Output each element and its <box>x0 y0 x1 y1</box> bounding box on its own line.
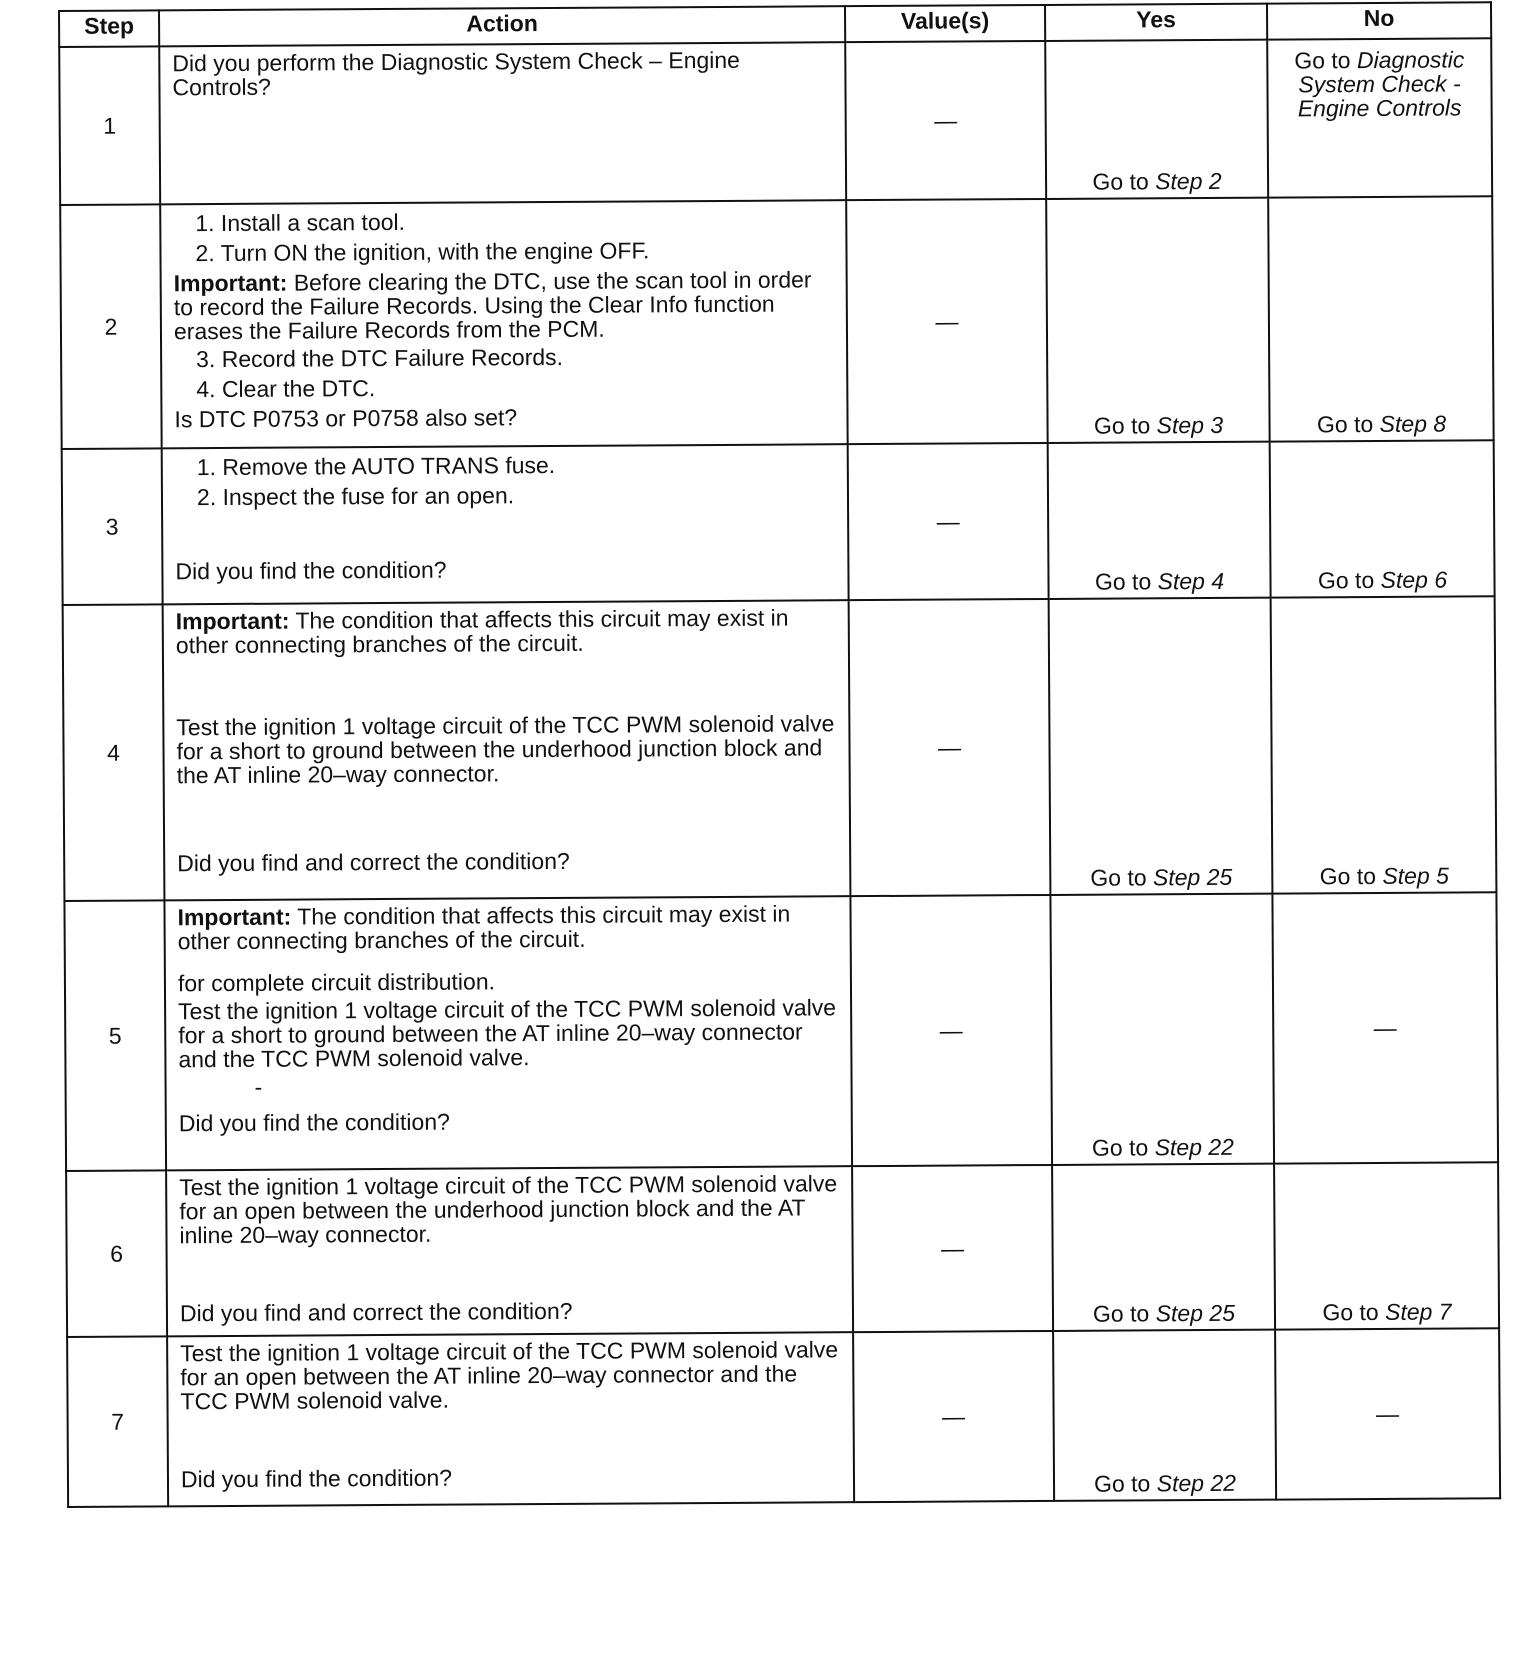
action-test-text: Test the ignition 1 voltage circuit of the TCC PWM solenoid valve for a short to ground between the AT inline 20–way connector and the TCC PWM solenoid valve. <box>178 994 837 1073</box>
header-action: Action <box>159 6 845 46</box>
action-cell <box>163 600 851 900</box>
go-to-label: Go to <box>1317 566 1375 594</box>
yes-step-link: Step 2 <box>1155 167 1222 195</box>
go-to-label: Go to <box>1090 864 1147 891</box>
action-test-text: Test the ignition 1 voltage circuit of the TCC PWM solenoid valve for an open between the AT inline 20–way connector and the TCC PWM solenoid valve. <box>180 1336 839 1415</box>
action-note-text: for complete circuit distribution. <box>177 968 496 997</box>
go-to-label: Go to <box>1092 1300 1150 1327</box>
go-to-label: Go to <box>1092 168 1149 195</box>
table-row-step-6 <box>66 1162 1499 1337</box>
action-question: Did you find the condition? <box>180 1464 453 1493</box>
important-text: Before clearing the DTC, use the scan tool in order to record the Failure Records. Using the Clear Info function erases the Failure Records from the PCM. <box>173 266 812 345</box>
table-row-step-5 <box>64 892 1498 1171</box>
step-number: 5 <box>64 900 166 1171</box>
important-text: The condition that affects this circuit may exist in other connecting branches of the circuit. <box>177 900 791 955</box>
yes-cell <box>1052 1164 1275 1331</box>
go-to-label: Go to <box>1316 410 1374 438</box>
action-cell <box>166 1166 853 1336</box>
important-label: Important: <box>173 269 288 297</box>
step-number: 2 <box>60 204 161 449</box>
yes-step-link: Step 22 <box>1156 1469 1237 1497</box>
action-cell <box>162 444 849 604</box>
value-cell: — <box>845 41 1046 200</box>
go-to-label: Go to <box>1094 568 1152 595</box>
no-cell <box>1271 596 1497 893</box>
no-target-line-2: System Check - <box>1298 70 1461 98</box>
no-cell <box>1274 1162 1499 1329</box>
value-cell: — <box>846 199 1047 444</box>
action-list-item: 1. Install a scan tool. <box>195 208 406 237</box>
action-test-text: Test the ignition 1 voltage circuit of the TCC PWM solenoid valve for an open between the underhood junction block and the AT inline 20–way connector. <box>179 1170 838 1249</box>
yes-step-link: Step 25 <box>1152 863 1233 891</box>
action-list-item: 2. Turn ON the ignition, with the engine OFF. <box>195 237 650 267</box>
action-question: Did you find and correct the condition? <box>177 847 570 877</box>
yes-cell <box>1049 598 1273 895</box>
no-step-link: Step 7 <box>1384 1298 1452 1325</box>
action-question: Did you perform the Diagnostic System Check – Engine Controls? <box>172 46 741 101</box>
step-number: 1 <box>59 46 160 205</box>
step-number: 7 <box>67 1336 168 1507</box>
yes-step-link: Step 4 <box>1157 567 1225 595</box>
yes-cell <box>1050 894 1274 1165</box>
table-row-step-7 <box>67 1328 1500 1507</box>
no-step-link: Step 8 <box>1379 410 1447 437</box>
header-no: No <box>1267 2 1491 39</box>
yes-step-link: Step 22 <box>1154 1133 1235 1161</box>
action-cell <box>159 42 846 204</box>
action-cell <box>160 200 847 448</box>
value-cell: — <box>850 895 1052 1166</box>
value-cell: — <box>848 443 1049 600</box>
no-cell: — <box>1275 1328 1500 1499</box>
yes-cell <box>1045 40 1268 199</box>
step-number: 6 <box>66 1170 167 1337</box>
action-list-item: 4. Clear the DTC. <box>196 375 376 403</box>
important-label: Important: <box>175 607 290 635</box>
action-list-item: 3. Record the DTC Failure Records. <box>196 343 564 373</box>
table-row-step-4 <box>63 596 1497 901</box>
action-list-item: 1. Remove the AUTO TRANS fuse. <box>196 451 556 481</box>
no-cell: — <box>1272 892 1498 1163</box>
yes-step-link: Step 3 <box>1156 411 1224 439</box>
important-label: Important: <box>177 903 292 931</box>
yes-step-link: Step 25 <box>1155 1299 1236 1327</box>
yes-cell <box>1048 442 1271 599</box>
action-cell <box>167 1332 854 1506</box>
table-row-step-2 <box>60 196 1493 449</box>
go-to-label: Go to <box>1091 1134 1149 1161</box>
important-text: The condition that affects this circuit may exist in other connecting branches of the circuit. <box>175 604 789 659</box>
action-question: Did you find and correct the condition? <box>179 1297 573 1327</box>
no-target-line-3: Engine Controls <box>1297 94 1462 122</box>
go-to-label: Go to <box>1294 47 1351 74</box>
action-list-item: 2. Inspect the fuse for an open. <box>196 482 515 511</box>
step-number: 3 <box>62 448 163 605</box>
action-question: Did you find the condition? <box>178 1108 450 1137</box>
no-cell <box>1267 38 1492 197</box>
value-cell: — <box>852 1165 1053 1332</box>
go-to-label: Go to <box>1093 412 1151 439</box>
diagnostic-table <box>58 1 1501 1508</box>
no-step-link: Step 5 <box>1382 862 1449 889</box>
no-cell <box>1270 440 1495 597</box>
go-to-label: Go to <box>1093 1470 1151 1497</box>
go-to-label: Go to <box>1319 862 1377 890</box>
step-number: 4 <box>63 604 165 901</box>
action-cell <box>164 896 852 1170</box>
yes-cell <box>1053 1330 1276 1501</box>
go-to-label: Go to <box>1322 1298 1379 1326</box>
action-question: Is DTC P0753 or P0758 also set? <box>174 404 518 433</box>
value-cell: — <box>853 1331 1054 1502</box>
yes-cell <box>1046 198 1269 443</box>
no-cell <box>1268 196 1493 441</box>
no-target-line-1: Diagnostic <box>1356 46 1465 74</box>
stray-mark: - <box>254 1073 263 1100</box>
header-yes: Yes <box>1045 4 1267 41</box>
action-question: Did you find the condition? <box>175 556 447 585</box>
action-test-text: Test the ignition 1 voltage circuit of the TCC PWM solenoid valve for a short to ground between the underhood junction block and the AT inline 20–way connector. <box>176 710 835 789</box>
table-row-step-3 <box>62 440 1495 605</box>
table-row-step-1 <box>59 38 1492 205</box>
no-step-link: Step 6 <box>1380 566 1448 593</box>
value-cell: — <box>849 599 1051 896</box>
header-values: Value(s) <box>845 5 1045 42</box>
header-step: Step <box>59 10 159 47</box>
